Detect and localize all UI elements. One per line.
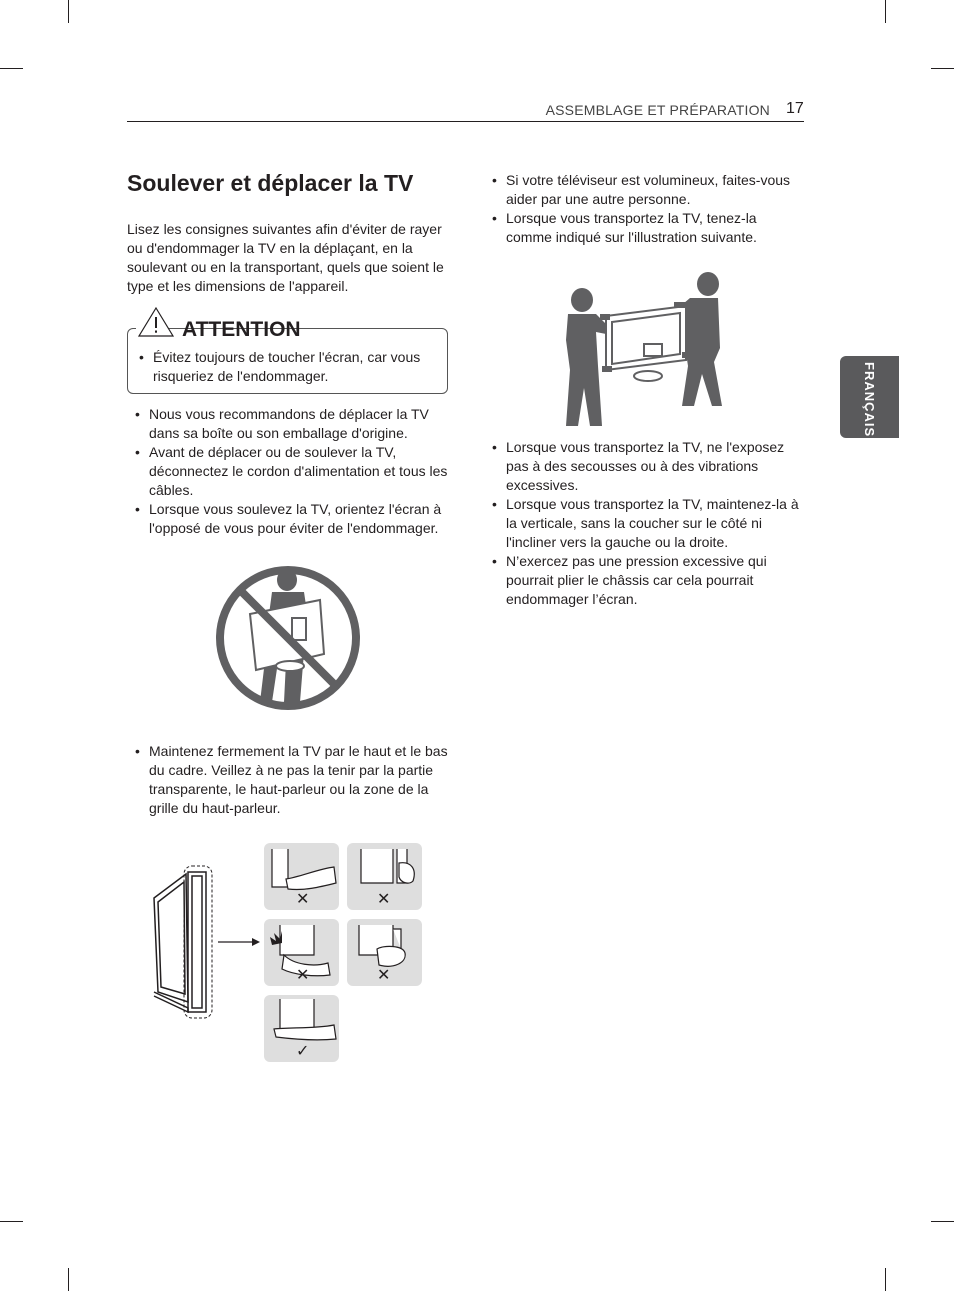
crop-mark: [68, 1268, 69, 1291]
bullet-list-right: [484, 171, 804, 247]
page-number: 17: [786, 100, 804, 117]
list-item: • Évitez toujours de toucher l'écran, car vous risqueriez de l'endommager.: [131, 348, 436, 386]
crop-mark: [885, 0, 886, 23]
crop-mark: [68, 0, 69, 23]
grip-panel-wrong-side-hand: [347, 843, 422, 910]
crop-mark: [0, 68, 23, 69]
grip-panel-wrong-pressure: [264, 919, 339, 986]
crop-mark: [931, 1221, 954, 1222]
list-item: • Lorsque vous transportez la TV, ne l'exposez pas à des secousses ou à des vibrations excessives.: [484, 438, 804, 495]
grip-panel-wrong-bottom-hand: [264, 843, 339, 910]
attention-label: ATTENTION: [182, 318, 301, 341]
crop-mark: [931, 68, 954, 69]
cross-mark-icon: ✕: [377, 967, 391, 984]
list-item: • Lorsque vous soulevez la TV, orientez l'écran à l'opposé de vous pour éviter de l'endommager.: [127, 500, 453, 538]
crop-mark: [0, 1221, 23, 1222]
no-lift-screen-facing-illustration: [212, 562, 364, 714]
list-item: • Nous vous recommandons de déplacer la TV dans sa boîte ou son emballage d'origine.: [127, 405, 453, 443]
bullet-list-left: [127, 405, 453, 538]
two-people-carrying-tv-illustration: [562, 270, 724, 428]
attention-header: [136, 306, 301, 350]
attention-list: [131, 348, 436, 386]
list-item: • Avant de déplacer ou de soulever la TV, déconnectez le cordon d'alimentation et tous les câbles.: [127, 443, 453, 500]
list-item: • Lorsque vous transportez la TV, maintenez-la à la verticale, sans la coucher sur le côté ni l'incliner vers la gauche ou la droite.: [484, 495, 804, 552]
grip-panel-wrong-grille: [347, 919, 422, 986]
check-mark-icon: ✓: [296, 1043, 310, 1060]
crop-mark: [885, 1268, 886, 1291]
cross-mark-icon: ✕: [296, 891, 310, 908]
language-tab: [840, 356, 899, 438]
list-item: • Maintenez fermement la TV par le haut et le bas du cadre. Veillez à ne pas la tenir par la partie transparente, le haut-parleur ou la zone de la grille du haut-parleur.: [127, 742, 453, 818]
language-tab-label: FRANÇAIS: [862, 362, 877, 438]
tv-side-view-illustration: [148, 862, 260, 1022]
list-item: • Lorsque vous transportez la TV, tenez-la comme indiqué sur l'illustration suivante.: [484, 209, 804, 247]
grip-panel-correct: [264, 995, 339, 1062]
bullet-list-left-2: [127, 742, 453, 818]
bullet-list-right-2: [484, 438, 804, 609]
list-item: • Si votre téléviseur est volumineux, faites-vous aider par une autre personne.: [484, 171, 804, 209]
cross-mark-icon: ✕: [296, 967, 310, 984]
section-header: ASSEMBLAGE ET PRÉPARATION: [545, 102, 770, 118]
list-item: • N’exercez pas une pression excessive qui pourrait plier le châssis car cela pourrait endommager l’écran.: [484, 552, 804, 609]
header-rule: [127, 121, 804, 122]
page-title: Soulever et déplacer la TV: [127, 170, 414, 196]
cross-mark-icon: ✕: [377, 891, 391, 908]
intro-paragraph: Lisez les consignes suivantes afin d'éviter de rayer ou d'endommager la TV en la déplaçant, en la soulevant ou en la transportant, quels que soient le type et les dimensions de l'appareil.: [127, 221, 444, 294]
warning-icon: [136, 306, 176, 338]
